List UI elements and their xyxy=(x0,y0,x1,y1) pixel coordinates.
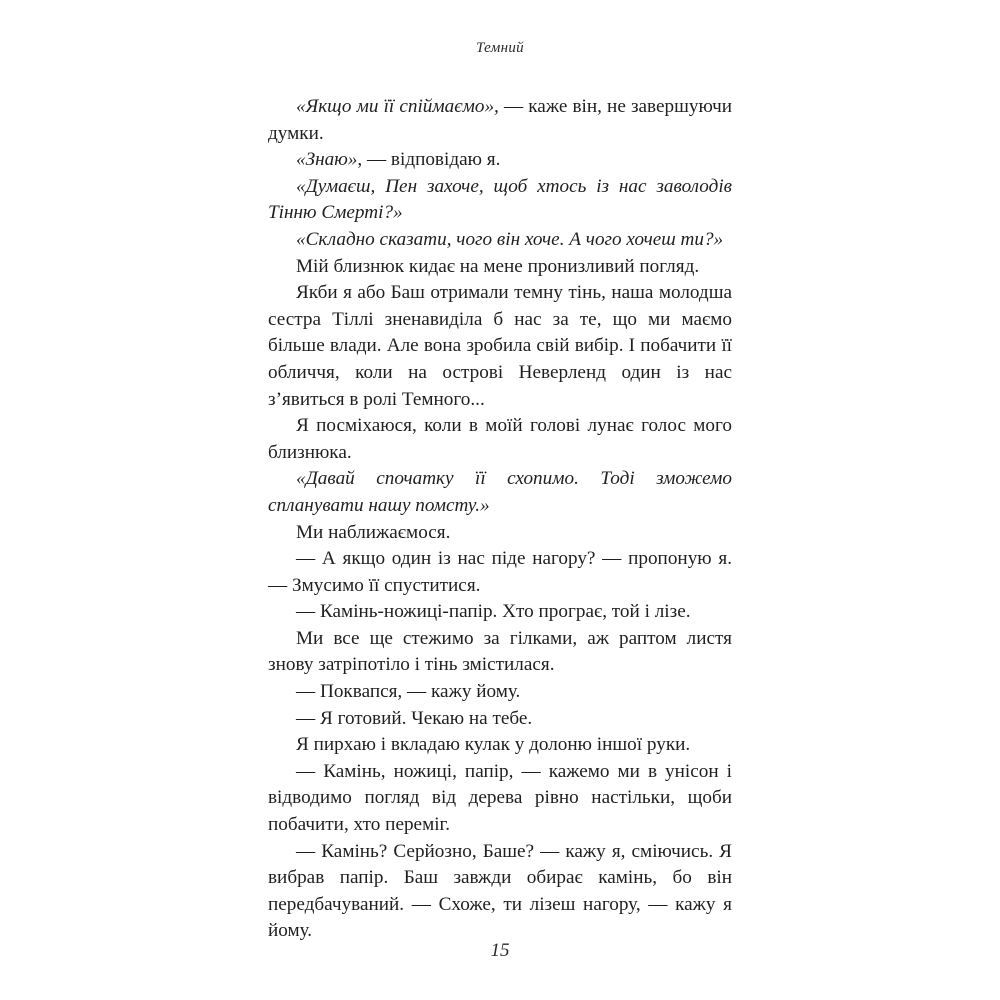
paragraph xyxy=(268,599,732,626)
text-segment: — Поквапся, — кажу йому. xyxy=(296,681,521,703)
paragraph xyxy=(268,626,732,679)
paragraph xyxy=(268,759,732,839)
text-segment: — Камінь-ножиці-папір. Хто програє, той і лізе. xyxy=(296,601,691,623)
text-segment: Ми все ще стежимо за гілками, аж раптом листя знову затріпотіло і тінь змістилася. xyxy=(268,627,732,676)
text-segment: — А якщо один із нас піде нагору? — пропоную я. — Змусимо її спуститися. xyxy=(268,548,732,596)
paragraph xyxy=(268,466,732,519)
text-segment: «Якщо ми її спіймаємо», xyxy=(296,96,499,117)
text-segment: Мій близнюк кидає на мене пронизливий погляд. xyxy=(296,255,700,277)
paragraph xyxy=(268,174,732,227)
text-segment: Я посміхаюся, коли в моїй голові лунає голос мого близнюка. xyxy=(268,415,732,463)
paragraph xyxy=(268,280,732,413)
text-segment: Якби я або Баш отримали темну тінь, наша молодша сестра Тіллі зненавиділа б нас за те, що ми маємо більше влади. Але вона зробила свій вибір. І побачити її обличчя, коли на острові Неверленд один із нас з’явиться в ролі Темного... xyxy=(268,282,732,410)
text-segment: — Камінь? Серйозно, Баше? — кажу я, сміючись. Я вибрав папір. Баш завжди обирає камінь, бо він передбачуваний. — Схоже, ти лізеш нагору, — кажу я йому. xyxy=(268,840,732,942)
paragraph xyxy=(268,546,732,599)
paragraph xyxy=(268,254,732,281)
paragraph xyxy=(268,413,732,466)
body-text xyxy=(268,94,732,945)
text-segment: «Думаєш, Пен захоче, щоб хтось із нас заволодів Тінню Смерті?» xyxy=(268,175,732,224)
text-segment: «Давай спочатку її схопимо. Тоді зможемо спланувати нашу помсту.» xyxy=(268,468,732,516)
paragraph xyxy=(268,732,732,759)
text-segment: — каже він, не завершуючи думки. xyxy=(268,96,732,144)
page-number: 15 xyxy=(490,940,510,961)
paragraph xyxy=(268,839,732,945)
running-head: Темний xyxy=(476,40,524,56)
text-segment: — Камінь, ножиці, папір, — кажемо ми в унісон і відводимо погляд від дерева рівно настільки, щоби побачити, хто переміг. xyxy=(268,760,732,836)
paragraph xyxy=(268,706,732,733)
text-segment: Ми наближаємося. xyxy=(296,521,451,543)
text-segment: Я пирхаю і вкладаю кулак у долоню іншої руки. xyxy=(296,734,691,756)
paragraph xyxy=(268,679,732,706)
paragraph xyxy=(268,520,732,547)
paragraph xyxy=(268,227,732,254)
text-segment: , — відповідаю я. xyxy=(357,149,501,171)
text-segment: — Я готовий. Чекаю на тебе. xyxy=(296,707,533,729)
paragraph xyxy=(268,147,732,174)
paragraph xyxy=(268,94,732,147)
text-segment: «Знаю» xyxy=(296,149,358,171)
text-segment: «Складно сказати, чого він хоче. А чого хочеш ти?» xyxy=(296,228,724,250)
